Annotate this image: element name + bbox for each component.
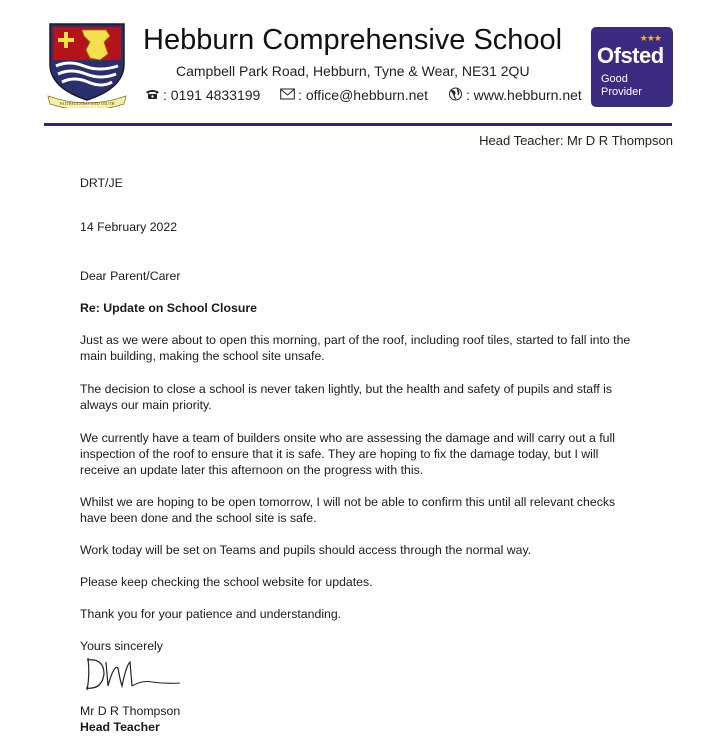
signatory-title: Head Teacher: [80, 720, 160, 734]
letter-paragraph-4: Whilst we are hoping to be open tomorrow, I will not be able to confirm this until all relevant checks have been done and the school site is safe.: [80, 495, 616, 525]
letter-closing: Yours sincerely: [80, 639, 163, 653]
website-link[interactable]: : www.hebburn.net: [465, 87, 582, 104]
letter-paragraph-7: Thank you for your patience and understanding.: [80, 607, 342, 621]
ofsted-rating-line2: Provider: [601, 86, 642, 98]
globe-icon: [448, 87, 463, 104]
envelope-icon: [280, 87, 295, 103]
letter-paragraph-6: Please keep checking the school website for updates.: [80, 575, 373, 589]
letter-paragraph-5: Work today will be set on Teams and pupils should access through the normal way.: [80, 543, 532, 557]
school-crest-logo: [44, 20, 130, 108]
contact-details: [145, 86, 582, 104]
letter-salutation: Dear Parent/Carer: [80, 269, 181, 283]
letter-date: 14 February 2022: [80, 220, 178, 234]
crest-motto: FAITHFULNESS AND TRUTH: [59, 101, 115, 106]
email-link[interactable]: : office@hebburn.net: [298, 87, 429, 104]
letter-paragraph-3: We currently have a team of builders onsite who are assessing the damage and will carry out a full inspection of the roof to ensure that it is safe. They are hoping to fix the damage today, but I will receive an update later this afternoon on the progress with this.: [80, 431, 615, 477]
letter-subject: Re: Update on School Closure: [80, 301, 257, 315]
signatory-name: Mr D R Thompson: [80, 704, 181, 718]
ofsted-badge: [591, 27, 673, 107]
head-teacher-line: Head Teacher: Mr D R Thompson: [479, 133, 673, 148]
ofsted-rating-line1: Good: [601, 73, 628, 85]
phone-icon: [145, 87, 160, 103]
school-name: Hebburn Comprehensive School: [143, 24, 563, 56]
letter-reference: DRT/JE: [80, 176, 123, 190]
letter-paragraph-1: Just as we were about to open this morning, part of the roof, including roof tiles, started to fall into the main building, making the school site unsafe.: [80, 333, 631, 363]
header-divider: [44, 123, 672, 126]
ofsted-logo-text: Ofsted: [597, 43, 664, 68]
phone-number: : 0191 4833199: [163, 87, 261, 104]
ofsted-stars-icon: ★★★: [639, 33, 661, 43]
letter-paragraph-2: The decision to close a school is never taken lightly, but the health and safety of pupils and staff is always our main priority.: [80, 382, 613, 412]
ofsted-rating: [601, 73, 642, 99]
school-address: Campbell Park Road, Hebburn, Tyne & Wear, NE31 2QU: [176, 63, 530, 79]
handwritten-signature: [82, 650, 182, 698]
